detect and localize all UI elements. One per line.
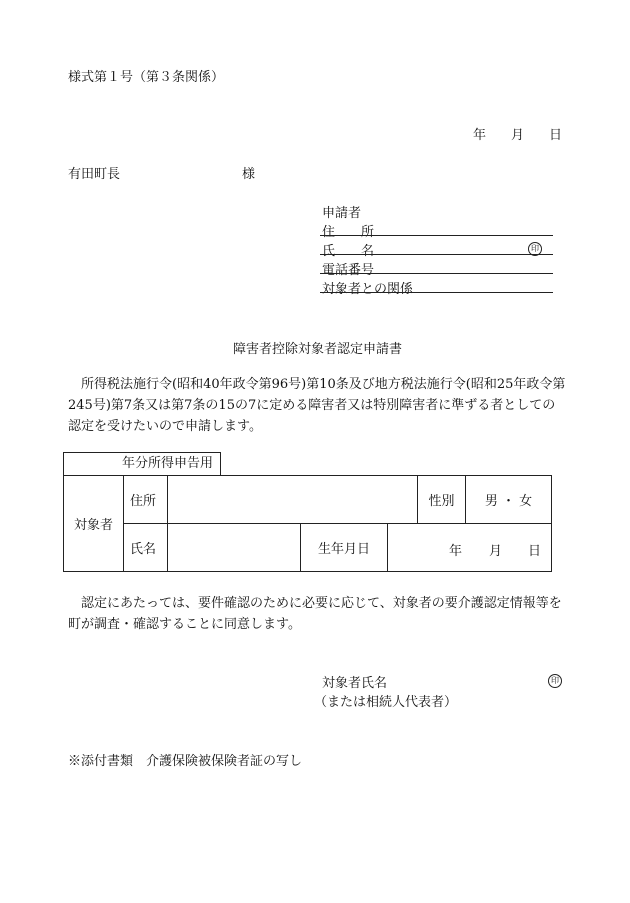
seal-icon: 印 [548,674,562,688]
tab-annual-income-declaration [63,452,221,475]
honorific: 様 [242,167,256,182]
address-value-cell[interactable] [168,476,418,524]
dob-label: 生年月日 [317,542,370,557]
subject-label-cell [64,476,124,572]
applicant-relation-line[interactable] [320,292,553,293]
document-title: 障害者控除対象者認定申請書 [233,342,403,357]
subject-table [63,475,552,572]
attachment-note: ※添付書類 介護保険被保険者証の写し [68,754,303,769]
date-day-label: 日 [549,128,563,143]
date-month-label: 月 [511,128,525,143]
applicant-title: 申請者 [322,206,362,221]
dob-day: 日 [528,544,542,559]
dob-year: 年 [449,544,463,559]
dob-month: 月 [489,544,503,559]
dob-label-cell [301,524,388,572]
applicant-phone-label: 電話番号 [322,263,375,278]
name-label: 氏名 [130,542,157,557]
address-label: 住所 [130,494,157,509]
document-body: 所得税法施行令(昭和40年政令第96号)第10条及び地方税法施行令(昭和25年政令第245号)第7条又は第7条の15の7に定める障害者又は特別障害者に準ずる者としての認定を受けたいので申請します。 [68,377,566,434]
consent-text: 認定にあたっては、要件確認のために必要に応じて、対象者の要介護認定情報等を町が調査・確認することに同意します。 [68,596,562,632]
applicant-relation-label: 対象者との関係 [322,282,414,297]
form-number: 様式第１号（第３条関係） [68,70,225,85]
table-row [64,476,552,524]
gender-label: 性別 [428,494,455,509]
signer-seal [548,672,562,688]
address-label-cell [124,476,168,524]
gender-options-cell[interactable] [466,476,552,524]
applicant-name-line[interactable] [320,254,553,255]
seal-icon: 印 [528,242,542,256]
name-label-cell [124,524,168,572]
addressee: 有田町長 [68,167,121,182]
gender-options: 男 ・ 女 [484,494,533,509]
subject-label: 対象者 [73,518,113,533]
name-value-cell[interactable] [168,524,301,572]
date-year-label: 年 [473,128,487,143]
applicant-phone-line[interactable] [320,273,553,274]
dob-value-cell[interactable] [388,524,552,572]
applicant-address-line[interactable] [320,235,553,236]
gender-label-cell [418,476,466,524]
signer-label: 対象者氏名 [322,676,388,691]
tab-label: 年分所得申告用 [122,456,214,471]
applicant-address-label: 住 所 [322,225,375,240]
signer-note: （または相続人代表者） [314,695,458,710]
applicant-name-label: 氏 名 [322,244,375,259]
table-row [64,524,552,572]
